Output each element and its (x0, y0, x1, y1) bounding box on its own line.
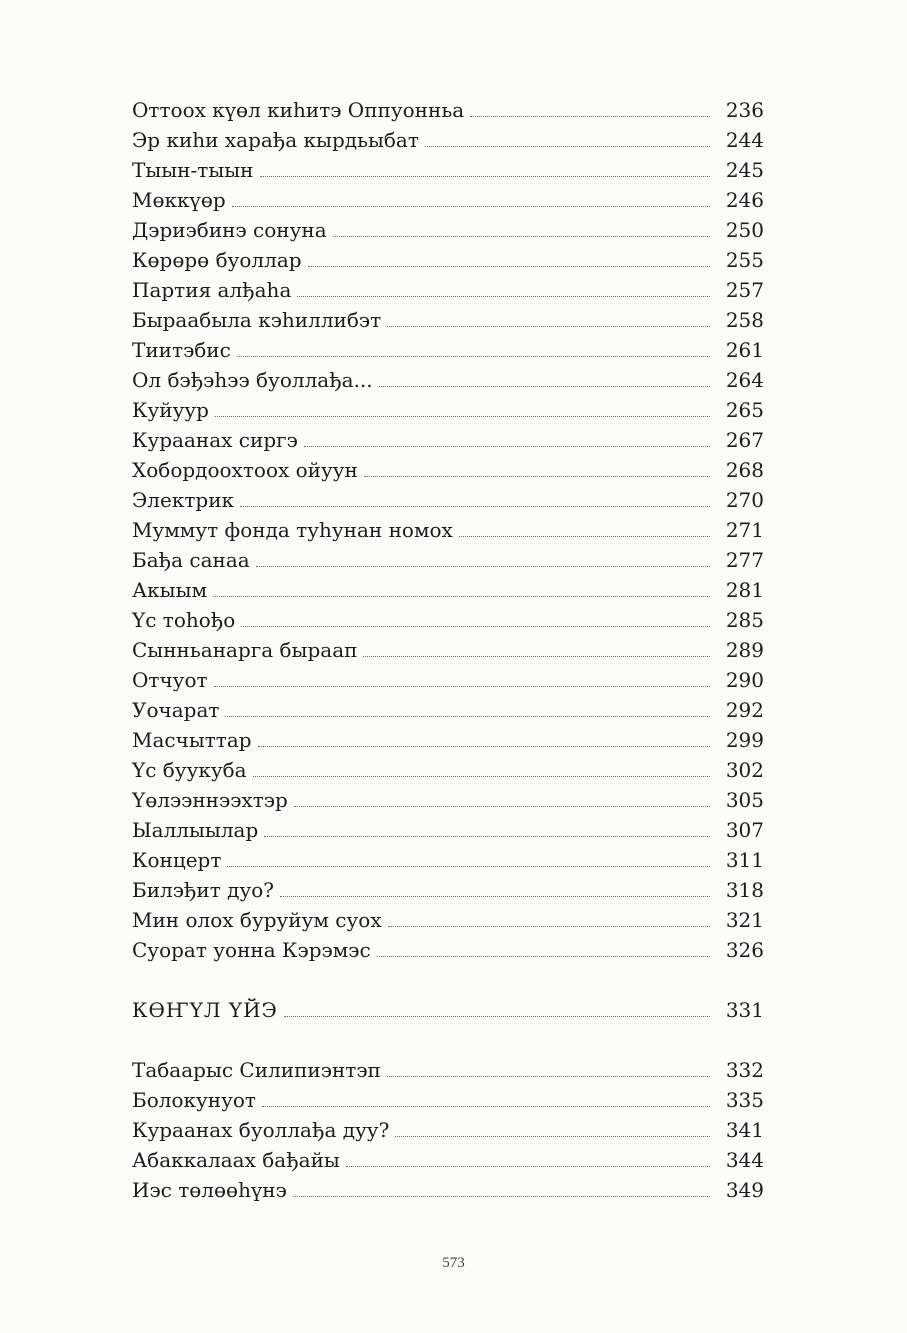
toc-entry (132, 123, 764, 153)
toc-entry-title: Ыаллыылар (132, 818, 259, 842)
toc-entry (132, 1143, 764, 1173)
section-entry-list (132, 1053, 764, 1203)
toc-entry (132, 663, 764, 693)
toc-entry-page-number: 326 (725, 938, 764, 962)
toc-entry-page-number: 265 (725, 398, 764, 422)
toc-entry-page-number: 302 (725, 758, 764, 782)
toc-entry-title: Кураанах буоллађа дуу? (132, 1118, 390, 1142)
toc-entry (132, 1173, 764, 1203)
dot-leader (232, 205, 710, 207)
toc-entry (132, 723, 764, 753)
dot-leader (294, 805, 710, 807)
dot-leader (308, 265, 710, 267)
toc-entry-title: Муммут фонда туһунан номох (132, 518, 453, 542)
toc-entry-title: Электрик (132, 488, 235, 512)
dot-leader (240, 505, 710, 507)
toc-entry-page-number: 299 (725, 728, 764, 752)
toc-entry-page-number: 268 (725, 458, 764, 482)
toc-entry-title: Дэриэбинэ сонуна (132, 218, 327, 242)
dot-leader (215, 415, 710, 417)
toc-entry-title: Оттоох күөл киһитэ Оппуонньа (132, 98, 465, 122)
dot-leader (258, 745, 710, 747)
dot-leader (260, 175, 711, 177)
toc-entry-page-number: 335 (725, 1088, 764, 1112)
toc-entry (132, 453, 764, 483)
dot-leader (280, 895, 710, 897)
toc-entry-page-number: 311 (725, 848, 764, 872)
dot-leader (387, 1075, 710, 1077)
dot-leader (213, 595, 710, 597)
toc-entry-title: Акыым (132, 578, 208, 602)
toc-entry (132, 903, 764, 933)
toc-entry-list (132, 93, 764, 963)
dot-leader (363, 655, 710, 657)
section-heading-row (132, 993, 764, 1023)
dot-leader (304, 445, 710, 447)
toc-entry-title: Хобордоохтоох ойуун (132, 458, 358, 482)
toc-entry (132, 873, 764, 903)
toc-entry-title: Иэс төлөөһүнэ (132, 1178, 287, 1202)
dot-leader (379, 385, 710, 387)
toc-entry-title: Кураанах сиргэ (132, 428, 298, 452)
dot-leader (377, 955, 710, 957)
toc-entry-page-number: 341 (725, 1118, 764, 1142)
toc-entry-page-number: 261 (725, 338, 764, 362)
toc-entry-page-number: 267 (725, 428, 764, 452)
toc-entry-title: Суорат уонна Кэрэмэс (132, 938, 371, 962)
dot-leader (395, 1135, 710, 1137)
toc-entry-page-number: 250 (725, 218, 764, 242)
toc-entry-page-number: 244 (725, 128, 764, 152)
toc-entry-title: Абаккалаах бађайы (132, 1148, 340, 1172)
toc-entry-title: Үс тоһођо (132, 608, 236, 632)
dot-leader (346, 1165, 710, 1167)
dot-leader (227, 865, 710, 867)
toc-entry (132, 93, 764, 123)
toc-entry (132, 333, 764, 363)
toc-entry (132, 1113, 764, 1143)
toc-entry-page-number: 289 (725, 638, 764, 662)
toc-entry (132, 1053, 764, 1083)
dot-leader (262, 1105, 710, 1107)
toc-entry-page-number: 258 (725, 308, 764, 332)
dot-leader (387, 325, 710, 327)
toc-entry-title: Болокунуот (132, 1088, 256, 1112)
dot-leader (225, 715, 710, 717)
dot-leader (297, 295, 710, 297)
toc-entry (132, 603, 764, 633)
toc-entry (132, 693, 764, 723)
toc-entry-title: Үс буукуба (132, 758, 247, 782)
toc-entry-page-number: 332 (725, 1058, 764, 1082)
toc-entry (132, 1083, 764, 1113)
toc-entry-title: Мөккүөр (132, 188, 226, 212)
toc-entry (132, 843, 764, 873)
toc-entry-page-number: 349 (725, 1178, 764, 1202)
toc-entry-title: Үөлээннээхтэр (132, 788, 288, 812)
toc-entry (132, 243, 764, 273)
table-of-contents (132, 93, 764, 1203)
toc-entry (132, 183, 764, 213)
toc-entry (132, 303, 764, 333)
toc-entry-title: Масчыттар (132, 728, 252, 752)
dot-leader (364, 475, 710, 477)
toc-entry (132, 813, 764, 843)
toc-entry-page-number: 292 (725, 698, 764, 722)
dot-leader (237, 355, 710, 357)
toc-entry (132, 423, 764, 453)
toc-entry (132, 753, 764, 783)
toc-entry-page-number: 285 (725, 608, 764, 632)
toc-entry-page-number: 246 (725, 188, 764, 212)
toc-entry-page-number: 264 (725, 368, 764, 392)
dot-leader (388, 925, 710, 927)
toc-entry-page-number: 305 (725, 788, 764, 812)
toc-entry-page-number: 344 (725, 1148, 764, 1172)
toc-entry (132, 933, 764, 963)
toc-entry-title: Партия алђаһа (132, 278, 292, 302)
toc-entry-title: Сынньанарга быраап (132, 638, 358, 662)
toc-entry-page-number: 290 (725, 668, 764, 692)
toc-entry (132, 543, 764, 573)
toc-entry (132, 363, 764, 393)
toc-entry-page-number: 270 (725, 488, 764, 512)
toc-entry-title: Бађа санаа (132, 548, 250, 572)
toc-entry-page-number: 318 (725, 878, 764, 902)
toc-entry-title: Тыын-тыын (132, 158, 254, 182)
toc-entry-title: Билэђит дуо? (132, 878, 275, 902)
dot-leader (241, 625, 710, 627)
toc-entry-title: Концерт (132, 848, 222, 872)
dot-leader (293, 1195, 710, 1197)
toc-entry-page-number: 281 (725, 578, 764, 602)
toc-entry (132, 153, 764, 183)
dot-leader (256, 565, 710, 567)
toc-entry-title: Табаарыс Силипиэнтэп (132, 1058, 381, 1082)
toc-entry-title: Быраабыла кэһиллибэт (132, 308, 382, 332)
toc-entry-page-number: 321 (725, 908, 764, 932)
dot-leader (470, 115, 710, 117)
toc-entry-title: Көрөрө буоллар (132, 248, 302, 272)
toc-entry-title: Тиитэбис (132, 338, 231, 362)
dot-leader (425, 145, 710, 147)
toc-entry-page-number: 255 (725, 248, 764, 272)
dot-leader (253, 775, 710, 777)
toc-entry-title: Ол бэђэһээ буоллађа... (132, 368, 373, 392)
toc-entry (132, 273, 764, 303)
toc-entry-page-number: 257 (725, 278, 764, 302)
toc-entry (132, 483, 764, 513)
toc-entry-title: Мин олох буруйум суох (132, 908, 382, 932)
dot-leader (214, 685, 710, 687)
dot-leader (459, 535, 710, 537)
toc-entry (132, 573, 764, 603)
toc-entry-page-number: 245 (725, 158, 764, 182)
dot-leader (284, 1015, 710, 1017)
page-footer-number: 573 (442, 1255, 465, 1271)
toc-entry (132, 213, 764, 243)
dot-leader (333, 235, 710, 237)
toc-entry-page-number: 277 (725, 548, 764, 572)
toc-entry-title: Уочарат (132, 698, 220, 722)
toc-entry (132, 513, 764, 543)
toc-entry-page-number: 236 (725, 98, 764, 122)
toc-entry (132, 633, 764, 663)
toc-entry (132, 783, 764, 813)
dot-leader (264, 835, 710, 837)
section-page-number: 331 (725, 998, 764, 1022)
toc-entry-title: Эр киһи харађа кырдьыбат (132, 128, 419, 152)
toc-entry-page-number: 307 (725, 818, 764, 842)
toc-entry-title: Куйуур (132, 398, 209, 422)
toc-entry-title: Отчуот (132, 668, 208, 692)
section-title: КӨҤҮЛ ҮЙЭ (132, 998, 278, 1022)
toc-entry-page-number: 271 (725, 518, 764, 542)
toc-entry (132, 393, 764, 423)
